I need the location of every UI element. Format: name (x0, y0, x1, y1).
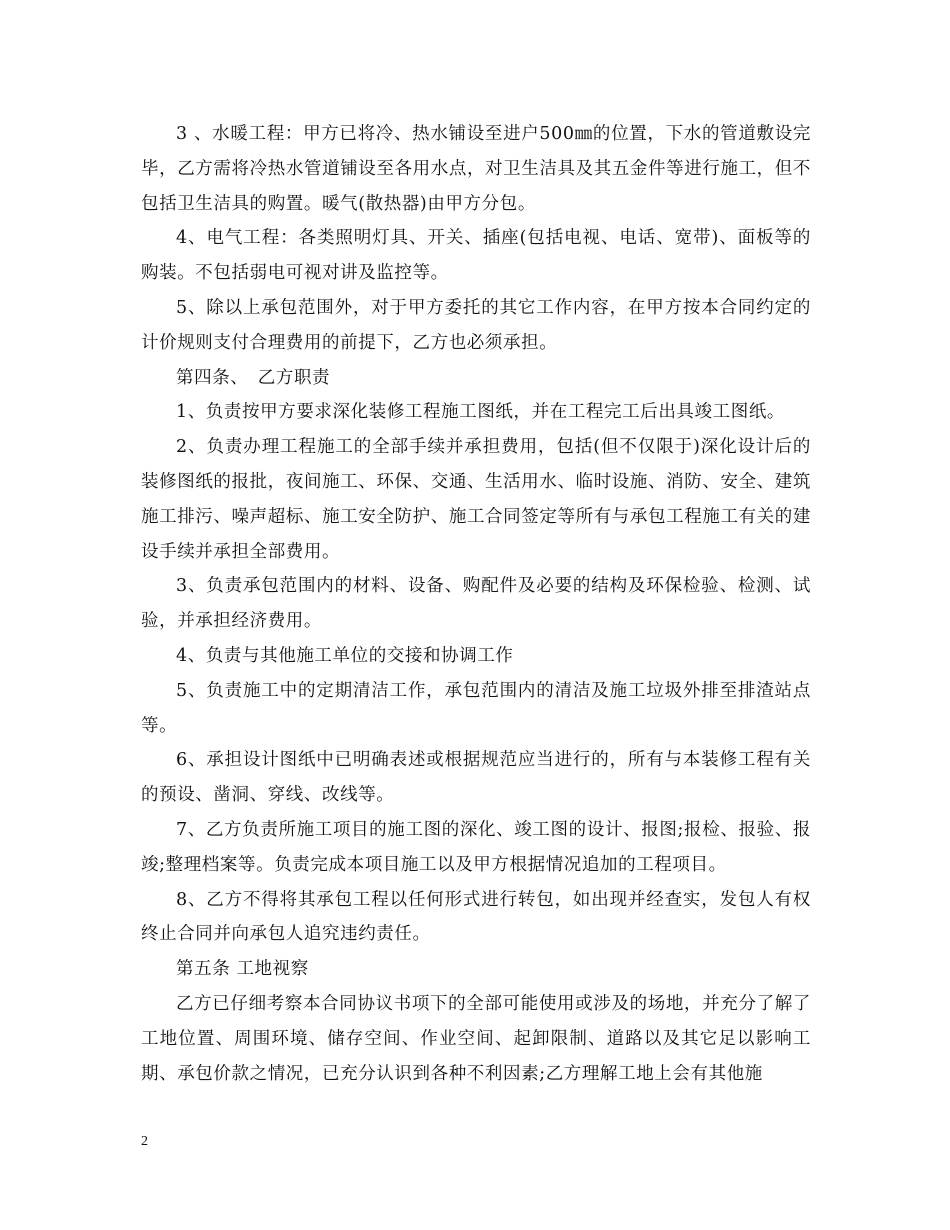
page-number: 2 (141, 1134, 148, 1149)
paragraph-duty-6: 6、承担设计图纸中已明确表述或根据规范应当进行的，所有与本装修工程有关的预设、凿洞、穿线、改线等。 (141, 750, 811, 806)
section-heading-article-5: 第五条 工地视察 (176, 959, 309, 980)
paragraph-duty-7: 7、乙方负责所施工项目的施工图的深化、竣工图的设计、报图;报检、报验、报竣;整理档案等。负责完成本项目施工以及甲方根据情况追加的工程项目。 (141, 819, 811, 875)
paragraph-duty-5: 5、负责施工中的定期清洁工作，承包范围内的清洁及施工垃圾外排至排渣站点等。 (141, 680, 811, 736)
document-body (141, 117, 811, 1091)
paragraph-duty-8: 8、乙方不得将其承包工程以任何形式进行转包，如出现并经查实，发包人有权终止合同并向承包人追究违约责任。 (141, 889, 811, 945)
paragraph-site-inspection: 乙方已仔细考察本合同协议书项下的全部可能使用或涉及的场地，并充分了解了工地位置、周围环境、储存空间、作业空间、起卸限制、道路以及其它足以影响工期、承包价款之情况，已充分认识到各种不利因素;乙方理解工地上会有其他施 (141, 993, 811, 1084)
paragraph-electrical: 4、电气工程：各类照明灯具、开关、插座(包括电视、电话、宽带)、面板等的购装。不包括弱电可视对讲及监控等。 (141, 228, 811, 284)
paragraph-duty-3: 3、负责承包范围内的材料、设备、购配件及必要的结构及环保检验、检测、试验，并承担经济费用。 (141, 576, 811, 632)
paragraph-duty-2: 2、负责办理工程施工的全部手续并承担费用，包括(但不仅限于)深化设计后的装修图纸的报批，夜间施工、环保、交通、生活用水、临时设施、消防、安全、建筑施工排污、噪声超标、施工安全防护、施工合同签定等所有与承包工程施工有关的建设手续并承担全部费用。 (141, 437, 811, 562)
paragraph-duty-4: 4、负责与其他施工单位的交接和协调工作 (176, 645, 514, 666)
paragraph-plumbing-heating: 3 、水暖工程：甲方已将冷、热水铺设至进户500㎜的位置，下水的管道敷设完毕，乙方需将冷热水管道铺设至各用水点，对卫生洁具及其五金件等进行施工，但不包括卫生洁具的购置。暖气(散热器)由甲方分包。 (141, 124, 811, 214)
paragraph-other-scope: 5、除以上承包范围外，对于甲方委托的其它工作内容，在甲方按本合同约定的计价规则支付合理费用的前提下，乙方也必须承担。 (141, 297, 811, 353)
section-heading-article-4: 第四条、 乙方职责 (176, 367, 331, 388)
paragraph-duty-1: 1、负责按甲方要求深化装修工程施工图纸，并在工程完工后出具竣工图纸。 (176, 402, 786, 423)
